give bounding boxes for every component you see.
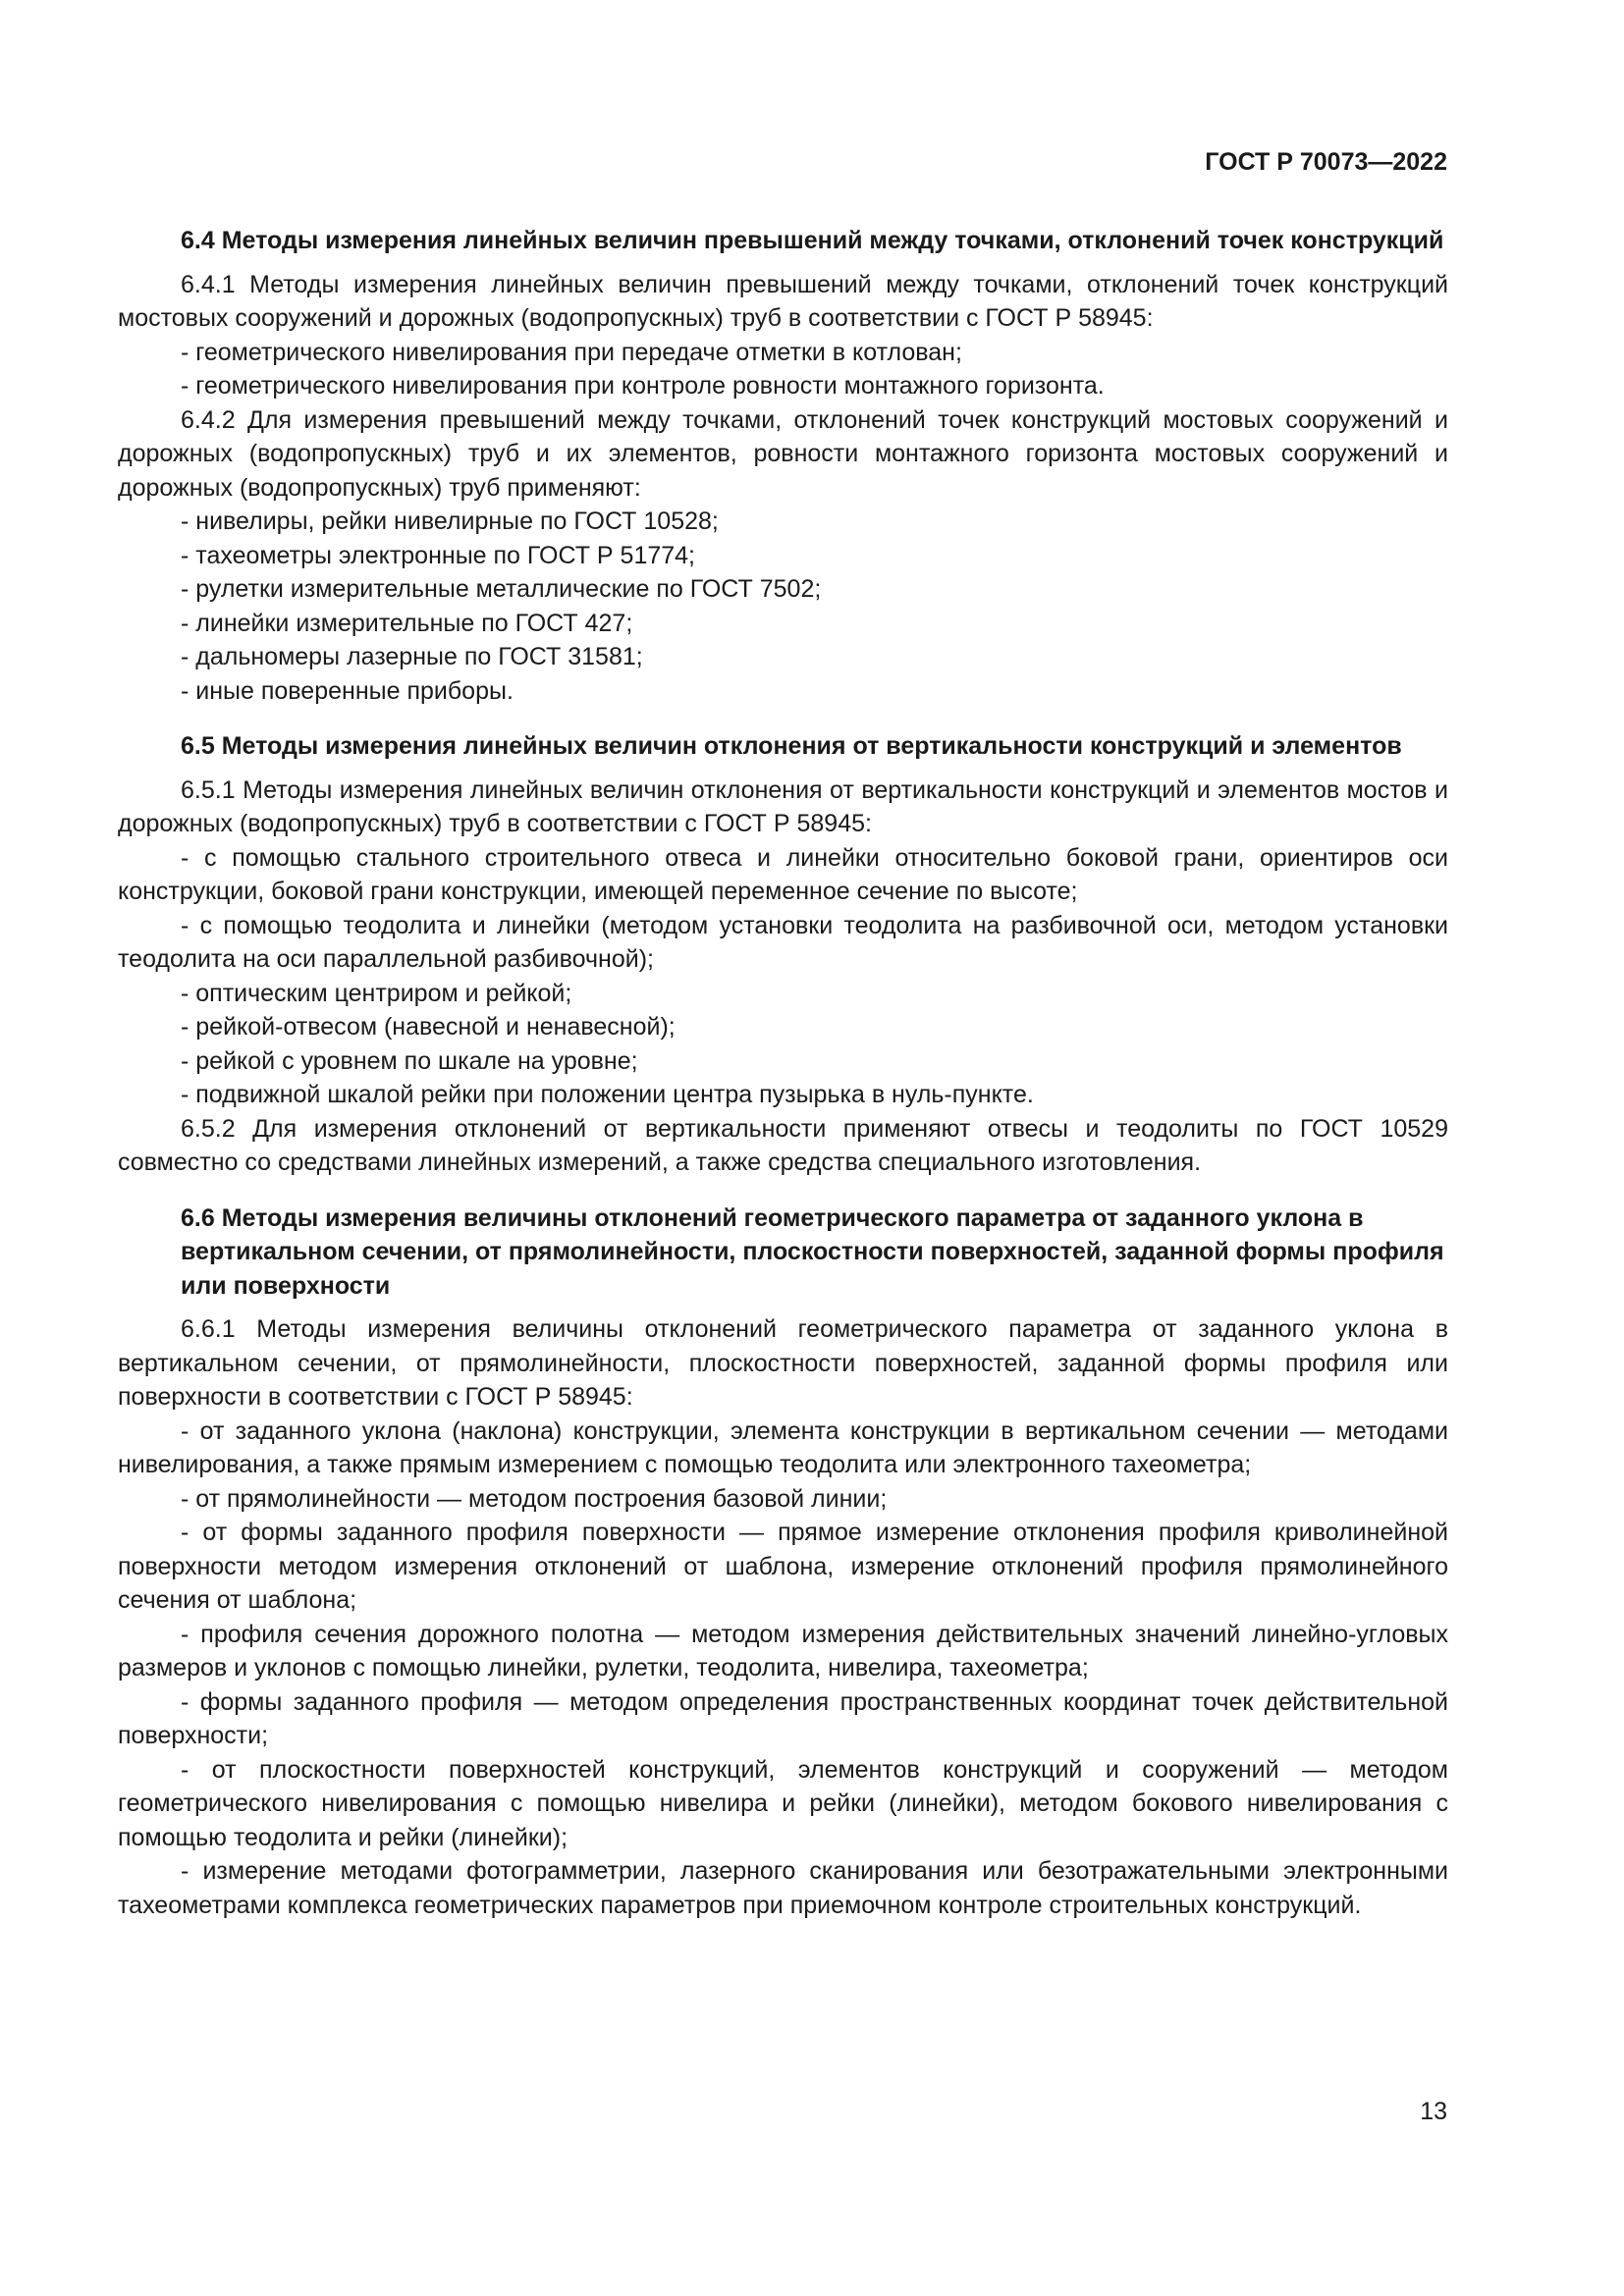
list-item: - дальномеры лазерные по ГОСТ 31581;: [181, 643, 643, 670]
list-item: - от формы заданного профиля поверхности — прямое измерение отклонения профиля криволинейной поверхности методом измерения отклонений от шаблона, измерение отклонений профиля прямолинейного сечения от шаблона;: [118, 1519, 1448, 1614]
page-content: [118, 224, 1448, 1922]
list-item: - геометрического нивелирования при передаче отметки в котлован;: [181, 338, 962, 366]
list-item: - профиля сечения дорожного полотна — методом измерения действительных значений линейно-угловых размеров и уклонов с помощью линейки, рулетки, теодолита, нивелира, тахеометра;: [118, 1620, 1448, 1682]
section-gap: [118, 1180, 1448, 1201]
list-item: - рулетки измерительные металлические по ГОСТ 7502;: [181, 575, 822, 603]
list-item: - от заданного уклона (наклона) конструкции, элемента конструкции в вертикальном сечении — методами нивелирования, а также прямым измерением с помощью теодолита или электронного тахеометра;: [118, 1416, 1448, 1478]
list-item: - линейки измерительные по ГОСТ 427;: [181, 609, 633, 637]
list-item: - тахеометры электронные по ГОСТ Р 51774;: [181, 541, 695, 569]
list-item: - измерение методами фотограмметрии, лазерного сканирования или безотражательными электронными тахеометрами комплекса геометрических параметров при приемочном контроле строительных конструкций.: [118, 1857, 1448, 1919]
list-item: - оптическим центриром и рейкой;: [181, 979, 572, 1007]
paragraph-6-6-1: 6.6.1 Методы измерения величины отклонений геометрического параметра от заданного уклона в вертикальном сечении, от прямолинейности, плоскостности поверхностей, заданной формы профиля или поверхности в соответствии с ГОСТ Р 58945:: [118, 1315, 1448, 1411]
paragraph-6-5-2: 6.5.2 Для измерения отклонений от вертикальности применяют отвесы и теодолиты по ГОСТ 10529 совместно со средствами линейных измерений, а также средства специального изготовления.: [118, 1114, 1448, 1176]
list-item: - нивелиры, рейки нивелирные по ГОСТ 10528;: [181, 507, 719, 535]
list-item: - с помощью стального строительного отвеса и линейки относительно боковой грани, ориентиров оси конструкции, боковой грани конструкции, имеющей переменное сечение по высоте;: [118, 843, 1448, 905]
list-item: - от прямолинейности — методом построения базовой линии;: [181, 1484, 888, 1513]
list-item: - с помощью теодолита и линейки (методом установки теодолита на разбивочной оси, методом установки теодолита на оси параллельной разбивочной);: [118, 911, 1448, 973]
list-item: - геометрического нивелирования при контроле ровности монтажного горизонта.: [181, 372, 1105, 400]
list-item: - рейкой с уровнем по шкале на уровне;: [181, 1046, 638, 1075]
section-heading-6-4: 6.4 Методы измерения линейных величин превышений между точками, отклонений точек конструкций: [181, 227, 1444, 254]
page-number: 13: [1420, 2098, 1447, 2125]
list-item: - рейкой-отвесом (навесной и ненавесной);: [181, 1013, 676, 1041]
paragraph-6-4-1: 6.4.1 Методы измерения линейных величин превышений между точками, отклонений точек конструкций мостовых сооружений и дорожных (водопропускных) труб в соответствии с ГОСТ Р 58945:: [118, 270, 1448, 332]
document-id: ГОСТ Р 70073—2022: [1205, 148, 1447, 176]
section-heading-6-5: 6.5 Методы измерения линейных величин отклонения от вертикальности конструкций и элементов: [181, 732, 1402, 760]
paragraph-6-5-1: 6.5.1 Методы измерения линейных величин отклонения от вертикальности конструкций и элементов мостов и дорожных (водопропускных) труб в соответствии с ГОСТ Р 58945:: [118, 775, 1448, 837]
list-item: - иные поверенные приборы.: [181, 676, 514, 705]
paragraph-6-4-2: 6.4.2 Для измерения превышений между точками, отклонений точек конструкций мостовых сооружений и дорожных (водопропускных) труб и их элементов, ровности монтажного горизонта мостовых сооружений и дорожных (водопропускных) труб применяют:: [118, 405, 1448, 502]
section-gap: [118, 708, 1448, 729]
section-heading-6-6: 6.6 Методы измерения величины отклонений геометрического параметра от заданного уклона в вертикальном сечении, от прямолинейности, плоскостности поверхностей, заданной формы профиля или поверхности: [181, 1203, 1444, 1300]
list-item: - формы заданного профиля — методом определения пространственных координат точек действительной поверхности;: [118, 1687, 1448, 1749]
list-item: - от плоскостности поверхностей конструкций, элементов конструкций и сооружений — методом геометрического нивелирования с помощью нивелира и рейки (линейки), методом бокового нивелирования с помощью теодолита и рейки (линейки);: [118, 1755, 1448, 1851]
list-item: - подвижной шкалой рейки при положении центра пузырька в нуль-пункте.: [181, 1081, 1034, 1108]
